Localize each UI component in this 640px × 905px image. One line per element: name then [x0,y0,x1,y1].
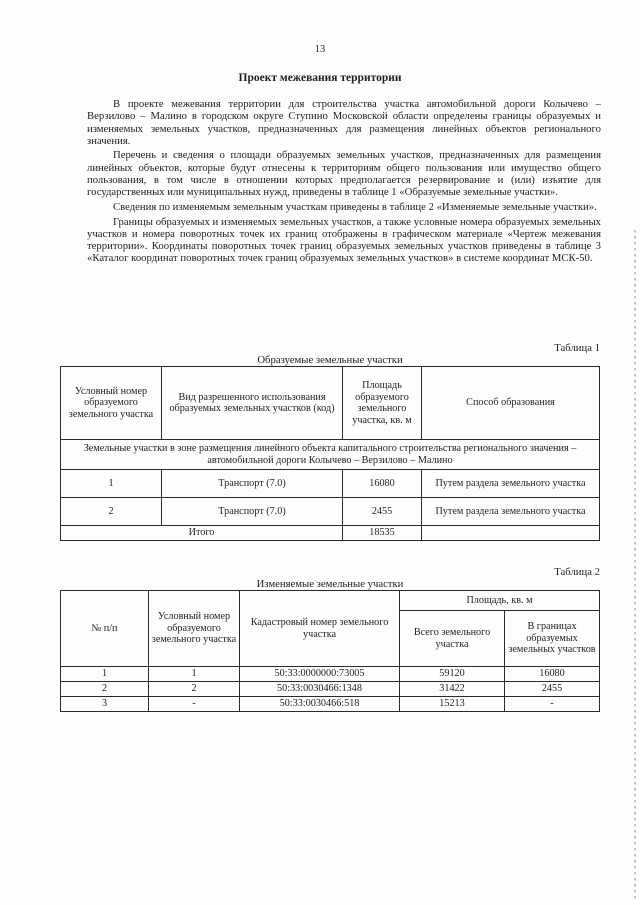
t1-total-label: Итого [61,526,343,541]
t1-total-value: 18535 [343,526,422,541]
t2-cell: 1 [149,667,240,682]
t2-cell: 2 [149,682,240,697]
t2-cell: - [505,697,600,712]
scan-margin-artifact [634,230,636,900]
t2-cell: 15213 [400,697,505,712]
t1-section-row: Земельные участки в зоне размещения линейного объекта капитального строительства регионального значения – автомобильной дороги Колычево – Верзилово – Малино [61,440,600,470]
t1-header-area: Площадь образуемого земельного участка, кв. м [343,367,422,440]
t2-cell: 50:33:0030466:1348 [240,682,400,697]
t1-cell: 2 [61,498,162,526]
table-row [61,697,600,712]
table-row [61,470,600,498]
page-number: 13 [314,44,326,55]
t2-header-cadastral: Кадастровый номер земельного участка [240,591,400,667]
t1-header-method: Способ образования [422,367,600,440]
t2-cell: 3 [61,697,149,712]
table2-caption: Изменяемые земельные участки [256,578,404,590]
t2-header-total: Всего земельного участка [400,611,505,667]
t2-cell: 31422 [400,682,505,697]
table-row [61,682,600,697]
table-row [61,667,600,682]
t2-header-num: № п/п [61,591,149,667]
t2-cell: 50:33:0030466:518 [240,697,400,712]
t1-cell: 1 [61,470,162,498]
t1-cell: Путем раздела земельного участка [422,498,600,526]
t2-cell: 2455 [505,682,600,697]
t1-cell: Транспорт (7.0) [162,498,343,526]
t1-cell: 16080 [343,470,422,498]
t2-cell: 50:33:0000000:73005 [240,667,400,682]
page-title: Проект межевания территории [238,72,402,84]
t1-total-empty [422,526,600,541]
table-row [61,498,600,526]
t2-cell: 16080 [505,667,600,682]
table1 [60,366,600,541]
paragraph-3: Сведения по изменяемым земельным участкам приведены в таблице 2 «Изменяемые земельные участки». [113,200,597,213]
table1-label: Таблица 1 [554,342,600,354]
paragraph-2: Перечень и сведения о площади образуемых земельных участков, предназначенных для размещения линейных объектов, которые будут отнесены к территориям общего пользования или имущество общего пользования, в том числе в отношении которых предполагается резервирование и (или) изъятие для государственных или муниципальных нужд, приведены в таблице 1 «Образуемые земельные участки». [87,149,601,199]
t2-header-within: В границах образуемых земельных участков [505,611,600,667]
body-text [87,98,601,267]
t2-header-cond-number: Условный номер образуемого земельного участка [149,591,240,667]
t2-cell: 2 [61,682,149,697]
paragraph-4: Границы образуемых и изменяемых земельных участков, а также условные номера образуемых земельных участков и номера поворотных точек их границ отображены в графическом материале «Чертеж межевания территории». Координаты поворотных точек границ образуемых земельных участков приведены в таблице 3 «Каталог координат поворотных точек границ образуемых земельных участков» в системе координат МСК-50. [87,215,601,265]
t1-cell: Путем раздела земельного участка [422,470,600,498]
t1-total-row [61,526,600,541]
table2 [60,590,600,712]
t2-header-area: Площадь, кв. м [400,591,600,611]
t1-cell: 2455 [343,498,422,526]
table1-caption: Образуемые земельные участки [257,354,403,366]
t1-cell: Транспорт (7.0) [162,470,343,498]
t2-cell: - [149,697,240,712]
t2-cell: 1 [61,667,149,682]
paragraph-1: В проекте межевания территории для строительства участка автомобильной дороги Колычево – Верзилово – Малино в городском округе Ступино Московской области определены границы образуемых и изменяемых земельных участков, предназначенных для размещения линейных объектов регионального значения. [87,98,601,147]
t1-header-cond-number: Условный номер образуемого земельного участка [61,367,162,440]
table2-label: Таблица 2 [554,566,600,578]
t1-header-use-type: Вид разрешенного использования образуемых земельных участков (код) [162,367,343,440]
t2-cell: 59120 [400,667,505,682]
